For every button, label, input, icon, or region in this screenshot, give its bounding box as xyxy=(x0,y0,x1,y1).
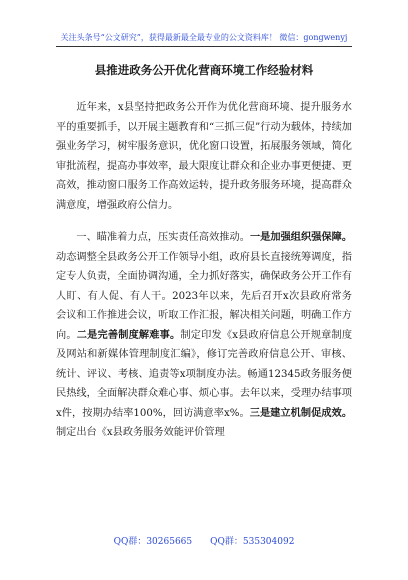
header-promo-text: 关注头条号“公文研究”，获得最新最全最专业的公文资料库！ 微信：gongwenyj xyxy=(60,33,348,42)
point-1-text: 动态调整全县政务公开工作领导小组，政府县长直接统筹调度，指定专人负责，全面协调沟通，全力抓好落实，确保政务公开工作有人盯、有人促、有人干。2023年以来，先后召开x次县政府常务会议和工作推进会议，听取工作汇报，解决相关问题，明确工作方向。 xyxy=(56,251,352,341)
point-1-heading: 一是加强组织强保障。 xyxy=(249,231,353,243)
footer-qq-group-1: QQ群：30265665 xyxy=(113,537,193,547)
footer-qq-group-2: QQ群：535304092 xyxy=(210,537,295,547)
point-2-heading: 二是完善制度解难事。 xyxy=(76,328,181,341)
document-body xyxy=(56,98,352,443)
point-3-text: 制定出台《x县政务服务效能评价管理 xyxy=(56,427,225,438)
intro-paragraph: 近年来，x县坚持把政务公开作为优化营商环境、提升服务水平的重要抓手，以开展主题教育和“三抓三促”行动为载体，持续加强业务学习，树牢服务意识，优化窗口设置，拓展服务领域，简化审批流程，提高办事效率，最大限度让群众和企业办事更便捷、更高效，推动窗口服务工作高效运转，提升政务服务环境，提高群众满意度，增强政府公信力。 xyxy=(56,102,352,211)
document-title: 县推进政务公开优化营商环境工作经验材料 xyxy=(94,63,314,77)
section-1-paragraph xyxy=(56,228,352,443)
point-2-text: 制定印发《x县政府信息公开规章制度及网站和新媒体管理制度汇编》，修订完善政府信息公开、审核、统计、评议、考核、追责等x项制度办法。畅通12345政务服务便民热线，全面解决群众难心事、烦心事。去年以来，受理办结事项x件，按期办结率100%，回访满意率x%。 xyxy=(56,329,353,419)
header-divider xyxy=(56,46,352,47)
section-1-heading: 一、瞄准着力点，压实责任高效推动。 xyxy=(76,232,250,243)
footer-contact xyxy=(0,534,408,547)
point-3-heading: 三是建立机制促成效。 xyxy=(249,406,353,419)
